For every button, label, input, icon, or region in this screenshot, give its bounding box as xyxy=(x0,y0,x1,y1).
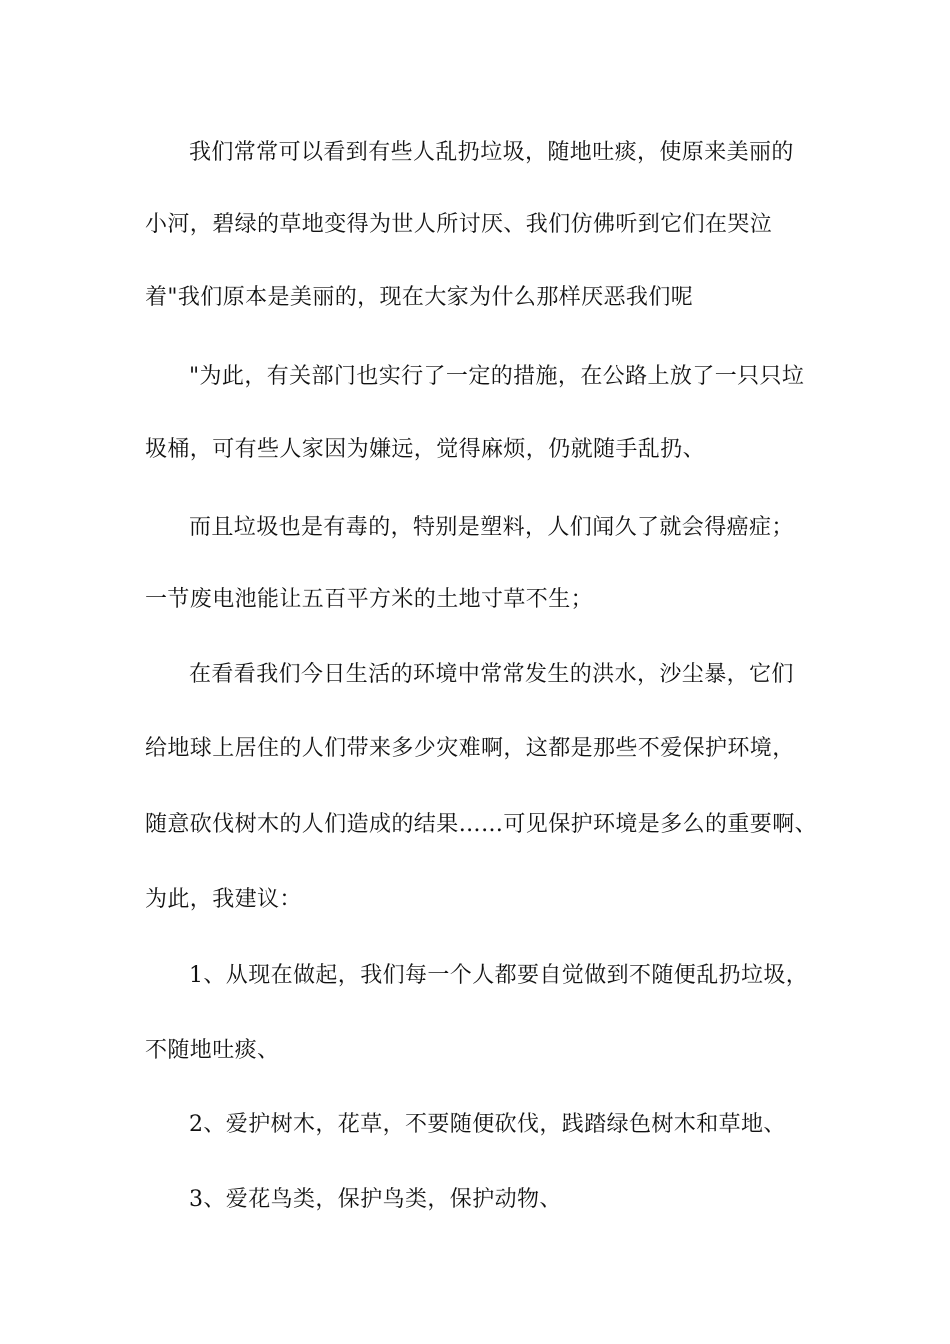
paragraph-line: 给地球上居住的人们带来多少灾难啊，这都是那些不爱保护环境， xyxy=(145,736,795,761)
paragraph-line: 而且垃圾也是有毒的，特别是塑料，人们闻久了就会得癌症； xyxy=(189,515,794,540)
paragraph-line: 为此，我建议： xyxy=(145,887,302,912)
list-item-line: 3、爱花鸟类，保护鸟类，保护动物、 xyxy=(189,1187,562,1212)
paragraph-line: "为此，有关部门也实行了一定的措施，在公路上放了一只只垃 xyxy=(189,364,805,389)
paragraph-line: 一节废电池能让五百平方米的土地寸草不生； xyxy=(145,587,594,612)
paragraph-line: 我们常常可以看到有些人乱扔垃圾，随地吐痰，使原来美丽的 xyxy=(189,140,794,165)
list-item-line: 不随地吐痰、 xyxy=(145,1038,280,1063)
list-item-line: 1、从现在做起，我们每一个人都要自觉做到不随便乱扔垃圾， xyxy=(189,963,809,988)
paragraph-line: 小河，碧绿的草地变得为世人所讨厌、我们仿佛听到它们在哭泣 xyxy=(145,212,773,237)
list-item-line: 2、爱护树木，花草，不要随便砍伐，践踏绿色树木和草地、 xyxy=(189,1112,786,1137)
paragraph-line: 着"我们原本是美丽的，现在大家为什么那样厌恶我们呢 xyxy=(145,285,694,310)
paragraph-line: 随意砍伐树木的人们造成的结果……可见保护环境是多么的重要啊、 xyxy=(145,812,818,837)
paragraph-line: 圾桶，可有些人家因为嫌远，觉得麻烦，仍就随手乱扔、 xyxy=(145,437,706,462)
paragraph-line: 在看看我们今日生活的环境中常常发生的洪水，沙尘暴，它们 xyxy=(189,662,794,687)
